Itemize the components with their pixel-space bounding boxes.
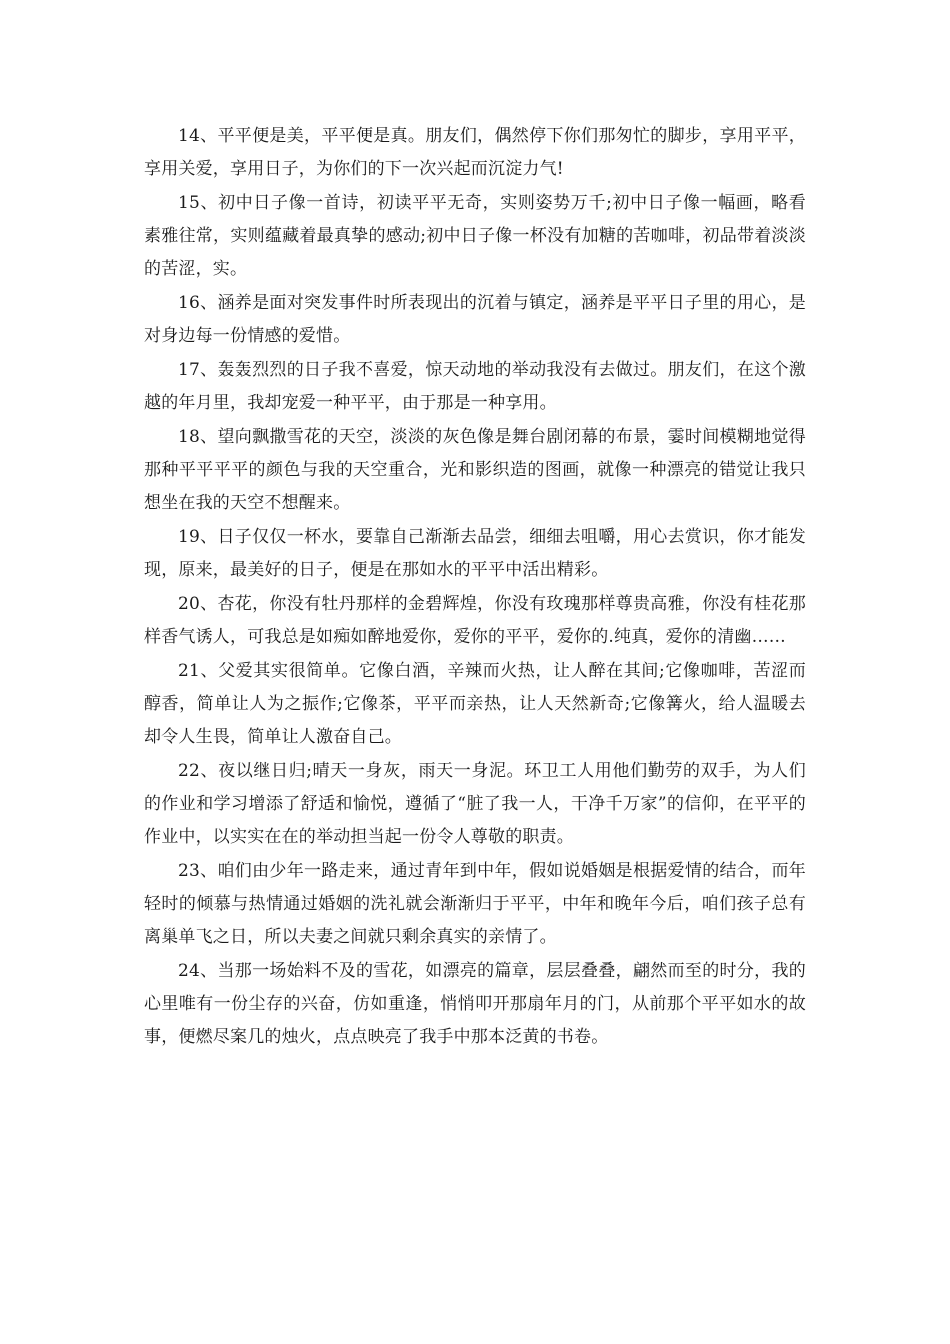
paragraph-20: 20、杏花，你没有牡丹那样的金碧辉煌，你没有玫瑰那样尊贵高雅，你没有桂花那样香气诱人，可我总是如痴如醉地爱你，爱你的平平，爱你的.纯真，爱你的清幽…… [144, 594, 806, 647]
paragraph-14: 14、平平便是美，平平便是真。朋友们，偶然停下你们那匆忙的脚步，享用平平，享用关爱，享用日子，为你们的下一次兴起而沉淀力气! [144, 126, 806, 179]
paragraph-17: 17、轰轰烈烈的日子我不喜爱，惊天动地的举动我没有去做过。朋友们，在这个激越的年月里，我却宠爱一种平平，由于那是一种享用。 [144, 360, 806, 413]
paragraph-16: 16、涵养是面对突发事件时所表现出的沉着与镇定，涵养是平平日子里的用心，是对身边每一份情感的爱惜。 [144, 293, 806, 346]
paragraph-21: 21、父爱其实很简单。它像白酒，辛辣而火热，让人醉在其间;它像咖啡，苦涩而醇香，简单让人为之振作;它像茶，平平而亲热，让人天然新奇;它像篝火，给人温暖去却令人生畏，简单让人激奋自己。 [144, 661, 806, 747]
paragraph-15: 15、初中日子像一首诗，初读平平无奇，实则姿势万千;初中日子像一幅画，略看素雅往常，实则蕴藏着最真挚的感动;初中日子像一杯没有加糖的苦咖啡，初品带着淡淡的苦涩，实。 [144, 193, 806, 279]
paragraph-18: 18、望向飘撒雪花的天空，淡淡的灰色像是舞台剧闭幕的布景，霎时间模糊地觉得那种平平平平的颜色与我的天空重合，光和影织造的图画，就像一种漂亮的错觉让我只想坐在我的天空不想醒来。 [144, 427, 806, 513]
paragraph-23: 23、咱们由少年一路走来，通过青年到中年，假如说婚姻是根据爱情的结合，而年轻时的倾慕与热情通过婚姻的洗礼就会渐渐归于平平，中年和晚年今后，咱们孩子总有离巢单飞之日，所以夫妻之间就只剩余真实的亲情了。 [144, 861, 806, 947]
document-body [144, 120, 806, 1055]
paragraph-19: 19、日子仅仅一杯水，要靠自己渐渐去品尝，细细去咀嚼，用心去赏识，你才能发现，原来，最美好的日子，便是在那如水的平平中活出精彩。 [144, 527, 806, 580]
paragraph-22: 22、夜以继日归;晴天一身灰，雨天一身泥。环卫工人用他们勤劳的双手，为人们的作业和学习增添了舒适和愉悦，遵循了“脏了我一人，干净千万家”的信仰，在平平的作业中，以实实在在的举动担当起一份令人尊敬的职责。 [144, 761, 806, 847]
paragraph-24: 24、当那一场始料不及的雪花，如漂亮的篇章，层层叠叠，翩然而至的时分，我的心里唯有一份尘存的兴奋，仿如重逢，悄悄叩开那扇年月的门，从前那个平平如水的故事，便燃尽案几的烛火，点点映亮了我手中那本泛黄的书卷。 [144, 961, 806, 1047]
